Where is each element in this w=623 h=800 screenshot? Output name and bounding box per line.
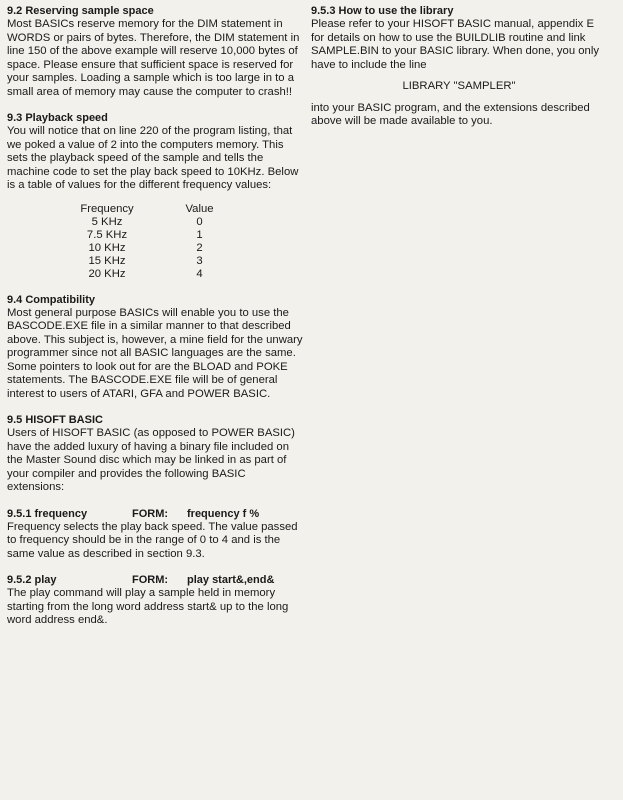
table-row <box>67 268 227 281</box>
section-heading: 9.2 Reserving sample space <box>7 5 154 17</box>
form-label: FORM: <box>132 507 169 520</box>
frequency-cell: 10 KHz <box>88 241 126 254</box>
table-row <box>67 216 227 229</box>
value-cell: 4 <box>196 267 203 280</box>
frequency-cell: 5 KHz <box>91 215 123 228</box>
value-cell: 1 <box>196 228 203 241</box>
column-header-frequency: Frequency <box>80 202 134 215</box>
section-body: You will notice that on line 220 of the program listing, that we poked a value of 2 into the computers memory. This sets the playback speed of the sample and tells the machine code to set the play back speed to 10KHz. Below is a table of values for the different frequency values: <box>7 125 299 191</box>
section-body-continued: into your BASIC program, and the extensions described above will be made available to you. <box>311 101 590 127</box>
frequency-cell: 15 KHz <box>88 254 126 267</box>
value-cell: 3 <box>196 254 203 267</box>
code-line: LIBRARY "SAMPLER" <box>402 80 516 92</box>
section-body: Users of HISOFT BASIC (as opposed to POWER BASIC) have the added luxury of having a binary file included on the Master Sound disc which may be linked in as part of your compiler and provides the following BASIC extensions: <box>7 427 295 493</box>
column-header-value: Value <box>185 202 214 215</box>
section-9-4 <box>7 294 305 402</box>
section-heading: 9.4 Compatibility <box>7 293 96 306</box>
section-9-3 <box>7 112 305 281</box>
right-column <box>311 5 607 129</box>
frequency-table <box>67 203 227 281</box>
table-header-row <box>67 203 227 216</box>
frequency-cell: 20 KHz <box>88 267 126 280</box>
left-column <box>7 5 305 628</box>
section-body: Most general purpose BASICs will enable you to use the BASCODE.EXE file in a similar manner to that described above. This subject is, however, a mine field for the unwary programmer since not all BASIC languages are the same. Some pointers to look out for are the BLOAD and POKE statements. The BASCODE.EXE file will be of general interest to users of ATARI, GFA and POWER BASIC. <box>7 306 303 400</box>
section-body: Most BASICs reserve memory for the DIM statement in WORDS or pairs of bytes. Therefore, the DIM statement in line 150 of the above example will reserve 10,000 bytes of space. Please ensure that sufficient space is reserved for your samples. Loading a sample which is too large in to a small area of memory may cause the computer to crash!! <box>7 18 300 98</box>
form-label: FORM: <box>132 574 169 586</box>
section-body: The play command will play a sample held in memory starting from the long word address start& up to the long word address end&. <box>7 587 289 626</box>
section-9-5-1 <box>7 508 305 562</box>
form-syntax: play start&,end& <box>187 574 275 586</box>
section-heading: 9.5.3 How to use the library <box>311 5 454 17</box>
section-9-5 <box>7 414 305 495</box>
section-body: Please refer to your HISOFT BASIC manual, appendix E for details on how to use the BUILDLIB routine and link SAMPLE.BIN to your BASIC library. When done, you only have to include the line <box>311 18 599 71</box>
section-heading: 9.5 HISOFT BASIC <box>7 414 103 426</box>
section-body: Frequency selects the play back speed. The value passed to frequency should be in the range of 0 to 4 and is the same value as described in section 9.3. <box>7 520 298 560</box>
table-row <box>67 242 227 255</box>
table-row <box>67 255 227 268</box>
form-syntax: frequency f % <box>187 507 260 520</box>
section-heading: 9.5.2 play <box>7 574 57 586</box>
command-form-line <box>7 574 305 587</box>
table-row <box>67 229 227 242</box>
section-9-5-3 <box>311 5 607 129</box>
frequency-cell: 7.5 KHz <box>86 228 128 241</box>
command-form-line <box>7 508 305 521</box>
value-cell: 2 <box>196 241 203 254</box>
section-9-2 <box>7 5 305 99</box>
section-9-5-2 <box>7 574 305 628</box>
section-heading: 9.5.1 frequency <box>7 507 88 520</box>
value-cell: 0 <box>196 215 203 228</box>
section-heading: 9.3 Playback speed <box>7 112 108 124</box>
